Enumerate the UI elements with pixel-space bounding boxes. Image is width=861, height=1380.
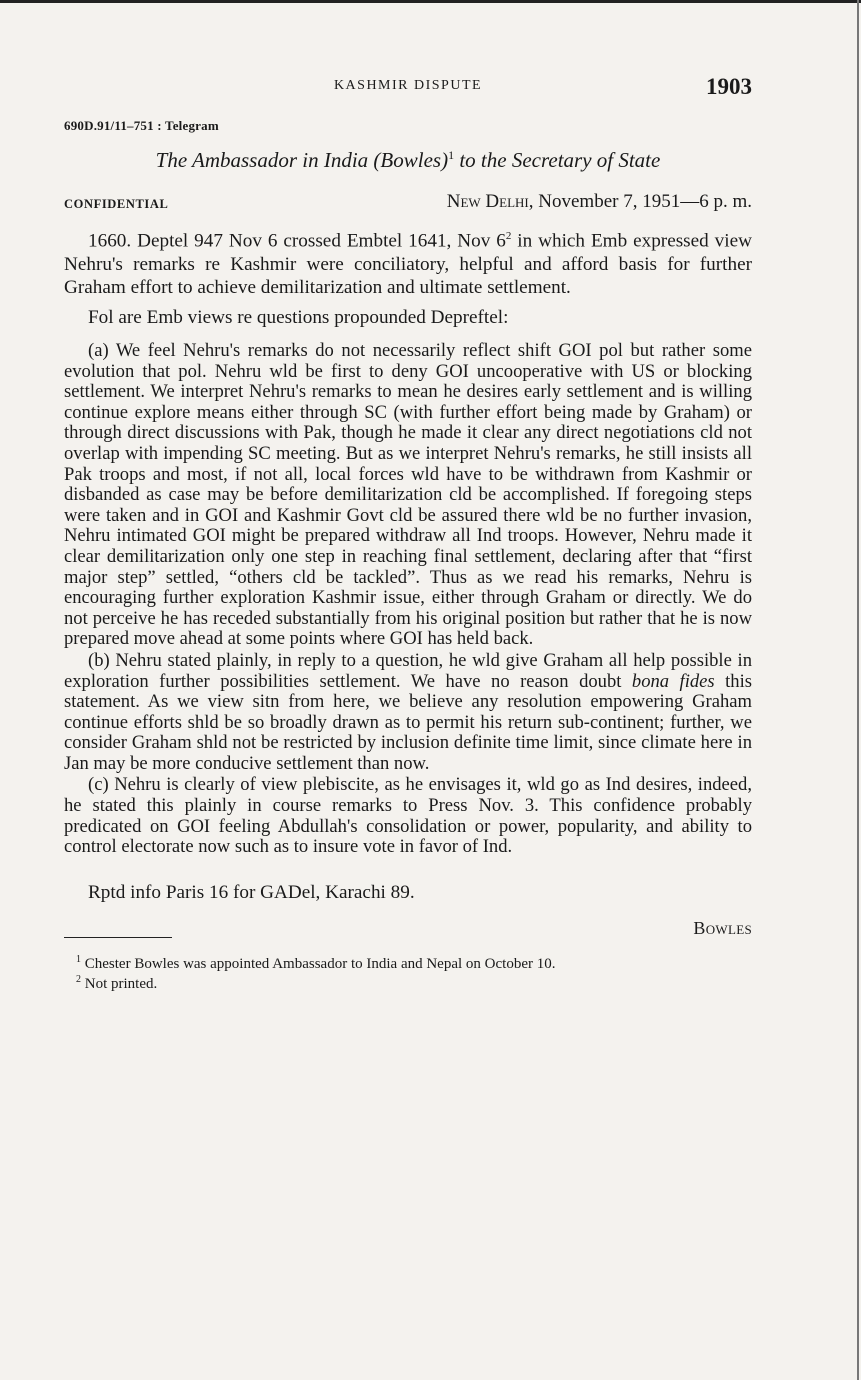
paragraph-b [64, 651, 752, 775]
footnote-2-text: Not printed. [84, 976, 158, 993]
body-text [64, 341, 752, 858]
footnote-rule [64, 937, 172, 938]
page-top-edge [0, 0, 861, 3]
page-number: 1903 [706, 74, 752, 99]
para1-before: 1660. Deptel 947 Nov 6 crossed Embtel 1641, Nov 6 [88, 230, 506, 252]
document-id: 690D.91/11–751 : Telegram [64, 118, 219, 133]
paragraph-opening [64, 225, 752, 300]
page-binding-edge [857, 0, 859, 1380]
para-b-after: this statement. As we view sitn from here, we believe any resolution empowering Graham continue efforts shld be so broadly drawn as to permit his return sub-continent; further, we consider Graham shld not be restricted by inclusion definite time limit, since climate here in Jan may be more conducive settlement than now. [64, 670, 752, 774]
document-heading [64, 148, 752, 173]
para1-after: in which Emb expressed view Nehru's remarks re Kashmir were conciliatory, helpful and afford basis for further Graham effort to achieve demilitarization and ultimate settlement. [64, 230, 752, 299]
running-head [64, 70, 752, 108]
heading-footnote-marker: 1 [448, 148, 455, 162]
para-b-before: (b) Nehru stated plainly, in reply to a question, he wld give Graham all help possible in exploration further possibilities settlement. We have no reason doubt [64, 649, 752, 692]
footnote-2 [64, 972, 752, 993]
footnote-1-text: Chester Bowles was appointed Ambassador to India and Nepal on October 10. [84, 955, 556, 972]
classification-label: CONFIDENTIAL [64, 197, 169, 211]
heading-text: The Ambassador in India (Bowles) [155, 148, 449, 172]
running-head-title: KASHMIR DISPUTE [333, 78, 483, 93]
paragraph-c: (c) Nehru is clearly of view plebiscite, as he envisages it, wld go as Ind desires, indeed, he stated this plainly in course remarks to Press Nov. 3. This confidence probably predicated on GOI feeling Abdullah's consolidation or power, popularity, and ability to control electorate now such as to insure vote in favor of Ind. [64, 774, 752, 858]
repeat-info-line: Rptd info Paris 16 for GADel, Karachi 89. [88, 881, 415, 903]
paragraph-intro: Fol are Emb views re questions propounded Depreftel: [88, 306, 509, 328]
dateline [64, 191, 752, 219]
paragraph-a: (a) We feel Nehru's remarks do not necessarily reflect shift GOI pol but rather some evolution that pol. Nehru wld be first to deny GOI uncooperative with US or blocking settlement. We interpret Nehru's remarks to mean he desires early settlement and is willing continue explore means either through SC (with further effort being made by Graham) or through direct discussions with Pak, though he made it clear any direct negotiations cld not overlap with impending SC meeting. But as we interpret Nehru's remarks, he still insists all Pak troops and most, if not all, local forces wld have to be withdrawn from Kashmir or disbanded as case may be before demilitarization cld be accomplished. If foregoing steps were taken and in GOI and Kashmir Govt cld be assured there wld be no further invasion, Nehru intimated GOI might be prepared withdraw all Ind troops. However, Nehru made it clear demilitarization only one step in reaching final settlement, declaring after that “first major step” settled, “others cld be tackled”. Thus as we read his remarks, Nehru is encouraging further exploration Kashmir issue, either through Graham or directly. We do not perceive he has receded substantially from his original position but rather that he is now prepared move ahead at some points where GOI has held back. [64, 340, 752, 650]
footnotes [64, 952, 752, 993]
place-date [447, 191, 752, 213]
footnote-2-marker: 2 [76, 974, 81, 986]
place: New Delhi [446, 191, 529, 212]
footnote-1-marker: 1 [76, 953, 81, 965]
document-page [64, 70, 752, 993]
para-b-italic: bona fides [631, 670, 715, 692]
heading-rest: to the Secretary of State [454, 148, 661, 172]
date: , November 7, 1951—6 p. m. [528, 191, 752, 212]
footnote-1 [64, 952, 752, 973]
para1-footnote-marker: 2 [505, 230, 512, 242]
signature: Bowles [693, 917, 752, 938]
